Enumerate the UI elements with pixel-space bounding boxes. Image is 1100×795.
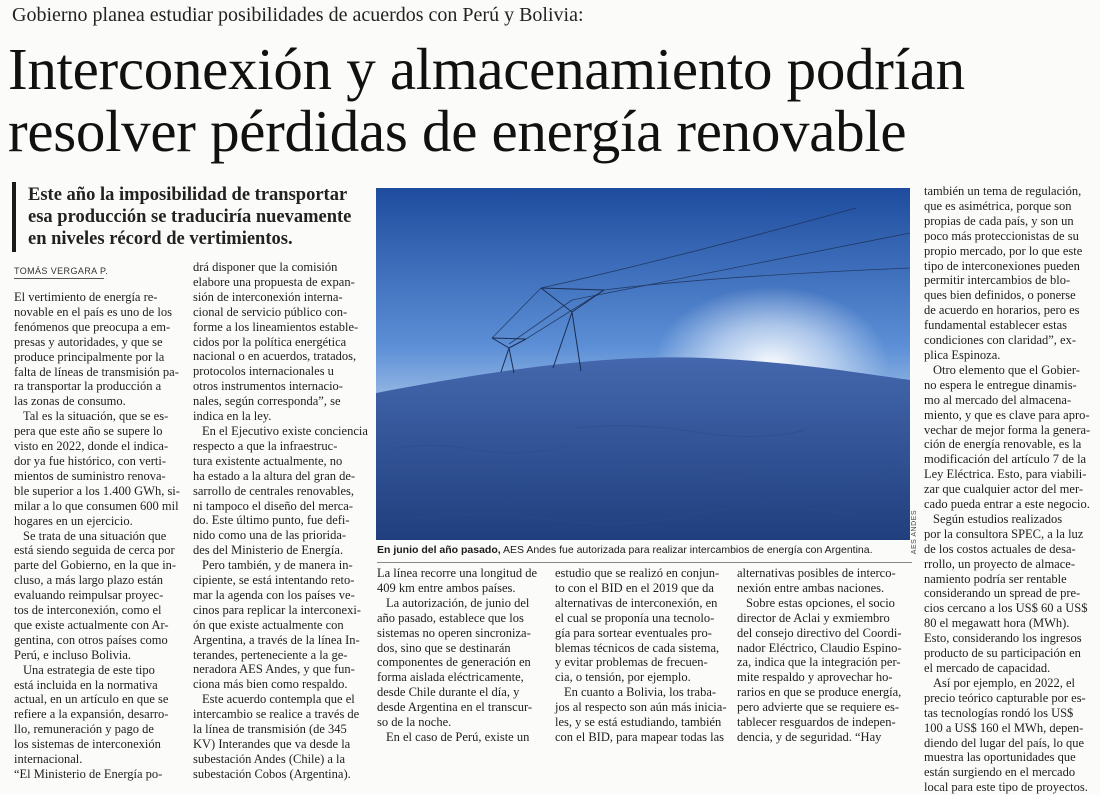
body-text-line: novable en el país es uno de los bbox=[14, 304, 172, 319]
body-text-line: zar que cualquier actor del mer- bbox=[924, 482, 1084, 497]
headline-line-1: Interconexión y almacenamiento podrían bbox=[8, 36, 965, 102]
body-text-line: cipiente, se está intentando reto- bbox=[193, 573, 355, 588]
body-text-line: hogares en un ejercicio. bbox=[14, 513, 133, 528]
body-text-line: tablecer resguardos de indepen- bbox=[737, 715, 896, 730]
body-text-line: 409 km entre ambos países. bbox=[377, 580, 516, 595]
power-line-landscape-image bbox=[376, 188, 910, 540]
body-text-line: En el caso de Perú, existe un bbox=[386, 729, 530, 744]
body-text-line: considerando un spread de pre- bbox=[924, 586, 1081, 601]
body-text-line: 80 el megawatt hora (MWh). bbox=[924, 616, 1070, 631]
body-text-line: mo al mercado del almacena- bbox=[924, 392, 1072, 407]
body-text-line: falta de líneas de transmisión pa- bbox=[14, 364, 179, 379]
body-text-line: les, y se está estudiando, también bbox=[555, 715, 722, 730]
body-text-line: Perú, e incluso Bolivia. bbox=[14, 647, 131, 662]
body-text-line: produce principalmente por la bbox=[14, 349, 165, 364]
body-text-line: del consejo directivo del Coordi- bbox=[737, 625, 902, 640]
body-text-line: Sobre estas opciones, el socio bbox=[746, 595, 895, 610]
body-text-line: no espera le entregue dinamis- bbox=[924, 377, 1077, 392]
body-text-line: que existe actualmente con Ar- bbox=[14, 617, 169, 632]
body-text-line: plica Espinoza. bbox=[924, 347, 1001, 362]
body-text-line: El vertimiento de energía re- bbox=[14, 290, 158, 304]
body-text-line: mar la agenda con los países ve- bbox=[193, 587, 355, 602]
body-text-line: to con el BID en el 2019 que da bbox=[555, 580, 714, 595]
deck-line-1: Este año la imposibilidad de transportar bbox=[28, 185, 348, 205]
body-text-line: por la consultora SPEC, a la luz bbox=[924, 526, 1084, 541]
body-text-line: milar a lo que consumen 600 mil bbox=[14, 498, 179, 513]
body-text-line: sión de interconexión interna- bbox=[193, 289, 343, 304]
headline bbox=[8, 38, 965, 162]
body-text-line: gentina, con otros países como bbox=[14, 632, 168, 647]
body-text-line: desde Argentina en el transcur- bbox=[377, 700, 533, 715]
body-text-line: modificación del artículo 7 de la bbox=[924, 452, 1087, 467]
body-text-line: ble superior a los 1.400 GWh, si- bbox=[14, 483, 180, 498]
body-text-line: nido como una de las priorida- bbox=[193, 528, 347, 543]
body-text-line: también un tema de regulación, bbox=[924, 184, 1082, 198]
body-text-line: llo, remuneración y pago de bbox=[14, 722, 154, 737]
body-text-line: drá disponer que la comisión bbox=[193, 260, 338, 274]
body-text-line: Así por ejemplo, en 2022, el bbox=[933, 675, 1075, 690]
deck-line-2: esa producción se traduciría nuevamente bbox=[28, 207, 352, 227]
body-text-line: otros instrumentos internacio- bbox=[193, 379, 343, 394]
body-text-line: cluso, a más largo plazo están bbox=[14, 573, 164, 588]
body-text-line: que es asimétrica, porque son bbox=[924, 198, 1072, 213]
news-photo-power-lines bbox=[376, 188, 910, 540]
body-text-line: cinos para replicar la interconexi- bbox=[193, 602, 361, 617]
body-text-line: están surgiendo en el mercado bbox=[924, 765, 1076, 780]
body-text-line: estudio que se realizó en conjun- bbox=[555, 566, 720, 580]
body-text-line: diendo del lugar del país, lo que bbox=[924, 735, 1085, 750]
body-text-line: des del Ministerio de Energía. bbox=[193, 543, 344, 558]
body-text-line: la línea de transmisión (de 345 bbox=[193, 722, 347, 737]
photo-credit: AES ANDES bbox=[911, 510, 918, 555]
body-text-line: parte del Gobierno, en la que in- bbox=[14, 558, 177, 573]
body-text-line: los sistemas de interconexión bbox=[14, 737, 161, 752]
deck-rule bbox=[12, 182, 16, 252]
body-text-line: pera que este año se supere lo bbox=[14, 424, 163, 439]
body-text-line: En el Ejecutivo existe conciencia bbox=[202, 423, 368, 438]
body-text-line: sistemas no operen sincroniza- bbox=[377, 625, 531, 640]
body-text-line: La autorización, de junio del bbox=[386, 595, 530, 610]
body-text-line: tos de interconexión, como el bbox=[14, 603, 162, 618]
body-text-line: condiciones con claridad”, ex- bbox=[924, 333, 1077, 348]
body-text-line: evaluando reimpulsar proyec- bbox=[14, 588, 164, 603]
body-text-line: Pero también, y de manera in- bbox=[202, 558, 353, 573]
body-text-line: producto de su participación en bbox=[924, 646, 1081, 661]
body-text-line: cado pueda entrar a este negocio. bbox=[924, 497, 1090, 512]
body-text-line: gía para sortear eventuales pro- bbox=[555, 625, 712, 640]
body-text-line: terandes, perteneciente a la ge- bbox=[193, 647, 348, 662]
body-text-line: cios cercano a los US$ 60 a US$ bbox=[924, 601, 1088, 616]
body-text-line: el mercado de capacidad. bbox=[924, 661, 1051, 675]
body-text-line: alternativas de interconexión, en bbox=[555, 595, 718, 610]
body-text-line: namiento podría ser rentable bbox=[924, 571, 1067, 586]
byline-rule bbox=[14, 278, 104, 279]
body-text-line: Según estudios realizados bbox=[933, 511, 1063, 526]
body-text-line: con el BID, para mapear todas las bbox=[555, 729, 725, 744]
body-text-line: desde Chile durante el día, y bbox=[377, 685, 520, 700]
body-text-line: dor ya fue histórico, con verti- bbox=[14, 453, 167, 468]
body-text-line: En cuanto a Bolivia, los traba- bbox=[564, 685, 717, 700]
body-text-line: subestación Andes (Chile) a la bbox=[193, 751, 346, 766]
byline: TOMÁS VERGARA P. bbox=[14, 266, 109, 276]
body-text-line: respecto a que la infraestruc- bbox=[193, 438, 338, 453]
body-text-line: ha estado a la altura del gran de- bbox=[193, 468, 356, 483]
body-text-line: mientos de suministro renova- bbox=[14, 468, 166, 483]
body-text-line: nexión entre ambas naciones. bbox=[737, 580, 885, 595]
body-text-line: alternativas posibles de interco- bbox=[737, 566, 896, 580]
body-text-line: tas tecnologías rondó los US$ bbox=[924, 705, 1074, 720]
body-text-line: La línea recorre una longitud de bbox=[377, 566, 537, 580]
body-text-line: nales, según corresponda”, se bbox=[193, 394, 341, 409]
body-text-line: forma aislada eléctricamente, bbox=[377, 670, 524, 685]
body-text-line: propio mercado, por lo que este bbox=[924, 243, 1083, 258]
column-3 bbox=[377, 566, 549, 744]
body-text-line: Se trata de una situación que bbox=[23, 528, 167, 543]
body-text-line: subestación Cobos (Argentina). bbox=[193, 766, 351, 781]
body-text-line: do. Este último punto, fue defi- bbox=[193, 513, 350, 528]
column-2 bbox=[193, 260, 371, 781]
body-text-line: neradora AES Andes, y que fun- bbox=[193, 662, 355, 677]
column-1 bbox=[14, 290, 192, 781]
body-text-line: vechar de mejor forma la genera- bbox=[924, 422, 1091, 437]
body-text-line: tipo de interconexiones pueden bbox=[924, 258, 1080, 273]
body-text-line: mite respaldo y aprovechar ho- bbox=[737, 670, 893, 685]
body-text-line: Este acuerdo contempla que el bbox=[202, 692, 355, 707]
body-text-line: refiere a la expansión, desarro- bbox=[14, 707, 169, 722]
body-text-line: visto en 2022, donde el indica- bbox=[14, 439, 169, 454]
body-text-line: indica en la ley. bbox=[193, 409, 272, 424]
deck-line-3: en niveles récord de vertimientos. bbox=[28, 229, 293, 249]
deck bbox=[28, 184, 351, 250]
body-text-line: intercambio se realice a través de bbox=[193, 707, 360, 722]
body-text-line: Otro elemento que el Gobier- bbox=[933, 362, 1080, 377]
caption-lead: En junio del año pasado, bbox=[377, 544, 501, 556]
body-text-line: pero advierte que se requiere es- bbox=[737, 700, 900, 715]
body-text-line: fenómenos que preocupa a em- bbox=[14, 319, 171, 334]
body-text-line: local para este tipo de proyectos. bbox=[924, 780, 1088, 795]
body-text-line: Ley Eléctrica. Esto, para viabili- bbox=[924, 467, 1087, 482]
body-text-line: año pasado, establece que los bbox=[377, 610, 524, 625]
body-text-line: las zonas de consumo. bbox=[14, 394, 126, 409]
body-text-line: está incluida en la normativa bbox=[14, 677, 158, 692]
body-text-line: propias de cada país, y son un bbox=[924, 213, 1074, 228]
body-text-line: rarios en que se produce energía, bbox=[737, 685, 902, 700]
body-text-line: dos, sino que se destinarán bbox=[377, 640, 511, 655]
column-4 bbox=[555, 566, 730, 744]
body-text-line: so de la noche. bbox=[377, 715, 452, 730]
body-text-line: director de Aclai y exmiembro bbox=[737, 610, 890, 625]
body-text-line: elabore una propuesta de expan- bbox=[193, 274, 355, 289]
body-text-line: ques bien definidos, o ponerse bbox=[924, 288, 1076, 303]
body-text-line: jos al respecto son aún más inicia- bbox=[555, 700, 727, 715]
body-text-line: miento, y que es clave para apro- bbox=[924, 407, 1090, 422]
body-text-line: dencia, y de seguridad. “Hay bbox=[737, 729, 882, 744]
body-text-line: nador Eléctrico, Claudio Espino- bbox=[737, 640, 902, 655]
body-text-line: “El Ministerio de Energía po- bbox=[14, 767, 163, 781]
body-text-line: tura existente actualmente, no bbox=[193, 453, 343, 468]
body-text-line: cia, o tensión, por ejemplo. bbox=[555, 670, 691, 685]
caption-text: AES Andes fue autorizada para realizar intercambios de energía con Argentina. bbox=[500, 544, 873, 556]
body-text-line: está siendo seguida de cerca por bbox=[14, 543, 175, 558]
body-text-line: ciona más bien como respaldo. bbox=[193, 677, 348, 692]
caption-rule bbox=[377, 562, 912, 563]
body-text-line: actual, en un artículo en que se bbox=[14, 692, 169, 707]
body-text-line: ni tampoco el diseño del merca- bbox=[193, 498, 354, 513]
body-text-line: za, indica que la integración per- bbox=[737, 655, 901, 670]
body-text-line: KV) Interandes que va desde la bbox=[193, 737, 351, 751]
body-text-line: ón que existe actualmente con bbox=[193, 617, 344, 632]
body-text-line: internacional. bbox=[14, 752, 83, 767]
body-text-line: poco más proteccionistas de su bbox=[924, 228, 1079, 243]
body-text-line: ra transportar la producción a bbox=[14, 379, 162, 394]
body-text-line: nacional o en acuerdos, tratados, bbox=[193, 349, 357, 364]
body-text-line: y evitar problemas de frecuen- bbox=[555, 655, 708, 670]
body-text-line: rrollo, un proyecto de almace- bbox=[924, 556, 1075, 571]
body-text-line: cidos por la política energética bbox=[193, 334, 347, 349]
body-text-line: sarrollo de centrales renovables, bbox=[193, 483, 355, 498]
body-text-line: blemas técnicos de cada sistema, bbox=[555, 640, 720, 655]
body-text-line: el cual se proponía una tecnolo- bbox=[555, 610, 715, 625]
body-text-line: Tal es la situación, que se es- bbox=[23, 409, 169, 424]
body-text-line: ción de energía renovable, es la bbox=[924, 437, 1082, 452]
body-text-line: muestra las oportunidades que bbox=[924, 750, 1076, 765]
body-text-line: Esto, considerando los ingresos bbox=[924, 631, 1082, 646]
body-text-line: protocolos internacionales u bbox=[193, 364, 334, 379]
body-text-line: forme a los lineamientos estable- bbox=[193, 319, 359, 334]
body-text-line: precio teórico capturable por es- bbox=[924, 690, 1086, 705]
kicker: Gobierno planea estudiar posibilidades de acuerdos con Perú y Bolivia: bbox=[12, 4, 584, 26]
column-5 bbox=[737, 566, 912, 744]
column-6 bbox=[924, 184, 1100, 795]
body-text-line: permitir intercambios de blo- bbox=[924, 273, 1071, 288]
body-text-line: Argentina, a través de la línea In- bbox=[193, 632, 360, 647]
body-text-line: 100 a US$ 160 el MWh, depen- bbox=[924, 720, 1084, 735]
body-text-line: de los costos actuales de desa- bbox=[924, 541, 1076, 556]
headline-line-2: resolver pérdidas de energía renovable bbox=[8, 98, 907, 164]
body-text-line: de acuerdo en horarios, pero es bbox=[924, 303, 1080, 318]
body-text-line: Una estrategia de este tipo bbox=[23, 662, 155, 677]
body-text-line: cional de servicio público con- bbox=[193, 304, 348, 319]
body-text-line: componentes de generación en bbox=[377, 655, 531, 670]
body-text-line: fundamental establecer estas bbox=[924, 318, 1067, 333]
photo-caption bbox=[377, 544, 873, 556]
body-text-line: presas y autoridades, y que se bbox=[14, 334, 163, 349]
